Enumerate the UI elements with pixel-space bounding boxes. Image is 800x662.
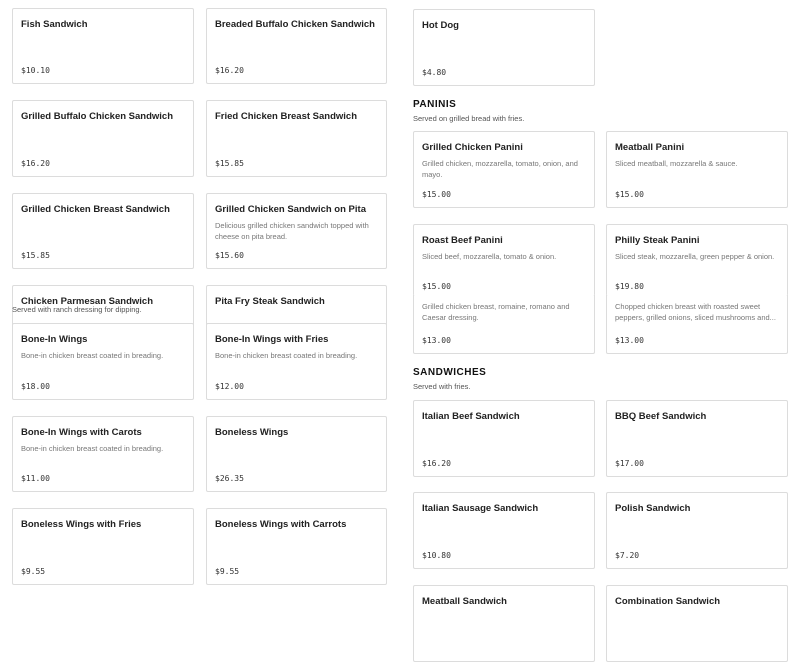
menu-item-card[interactable] <box>206 323 387 400</box>
item-name: Bone-In Wings <box>21 334 88 345</box>
item-price: $16.20 <box>215 66 244 75</box>
menu-item-card[interactable] <box>413 400 595 477</box>
menu-item-card[interactable] <box>12 100 194 177</box>
item-description: Delicious grilled chicken sandwich topped with cheese on pita bread. <box>215 221 369 241</box>
item-price: $15.00 <box>615 190 644 199</box>
section-subtitle-sandwiches: Served with fries. <box>413 382 471 391</box>
item-name: Meatball Sandwich <box>422 596 507 607</box>
item-name: Grilled Chicken Sandwich on Pita <box>215 204 366 215</box>
item-price: $11.00 <box>21 474 50 483</box>
item-price: $10.80 <box>422 551 451 560</box>
item-price: $16.20 <box>21 159 50 168</box>
item-price: $13.00 <box>422 336 451 345</box>
menu-item-card[interactable] <box>12 508 194 585</box>
item-description: Bone-in chicken breast coated in breading. <box>21 444 164 453</box>
item-price: $13.00 <box>615 336 644 345</box>
item-name: Chicken Parmesan Sandwich <box>21 296 153 307</box>
item-price: $7.20 <box>615 551 640 560</box>
item-name: Meatball Panini <box>615 142 685 153</box>
menu-item-card[interactable] <box>12 416 194 492</box>
menu-item-card[interactable] <box>606 400 788 477</box>
menu-item-card[interactable] <box>206 193 387 269</box>
item-name: Boneless Wings with Fries <box>21 519 142 530</box>
item-name: Fish Sandwich <box>21 19 88 30</box>
item-name: Bone-In Wings with Fries <box>215 334 329 345</box>
item-price: $16.20 <box>422 459 451 468</box>
menu-item-card[interactable] <box>206 508 387 585</box>
item-name: Hot Dog <box>422 20 459 31</box>
wings-subtitle: Served with ranch dressing for dipping. <box>12 305 142 314</box>
right-menu-column <box>406 0 800 607</box>
item-name: Combination Sandwich <box>615 596 721 607</box>
item-price: $4.80 <box>422 68 447 77</box>
menu-item-card[interactable] <box>413 131 595 208</box>
menu-item-card[interactable] <box>12 193 194 269</box>
item-description: Bone-in chicken breast coated in breading. <box>215 351 358 360</box>
item-description: Grilled chicken, mozzarella, tomato, onion, and mayo. <box>422 159 578 179</box>
left-menu-column <box>0 0 400 600</box>
item-name: Polish Sandwich <box>615 503 691 514</box>
menu-item-card[interactable] <box>12 8 194 84</box>
item-name: Italian Beef Sandwich <box>422 411 520 422</box>
item-price: $12.00 <box>215 382 244 391</box>
menu-item-card[interactable] <box>606 224 788 300</box>
clipped-row <box>413 585 793 607</box>
item-price: $15.85 <box>21 251 50 260</box>
item-name: Fried Chicken Breast Sandwich <box>215 111 358 122</box>
menu-item-card[interactable] <box>606 294 788 354</box>
item-name: Pita Fry Steak Sandwich <box>215 296 325 307</box>
item-description: Chopped chicken breast with roasted sweet peppers, grilled onions, sliced mushrooms and... <box>615 302 776 322</box>
item-name: Italian Sausage Sandwich <box>422 503 539 514</box>
item-description: Bone-in chicken breast coated in breading. <box>21 351 164 360</box>
item-name: Grilled Chicken Panini <box>422 142 523 153</box>
menu-item-card[interactable] <box>413 9 595 86</box>
item-name: Breaded Buffalo Chicken Sandwich <box>215 19 375 30</box>
menu-item-card[interactable] <box>12 323 194 400</box>
menu-item-card[interactable] <box>606 585 788 662</box>
item-price: $18.00 <box>21 382 50 391</box>
section-title-paninis: PANINIS <box>413 99 457 110</box>
menu-item-card[interactable] <box>413 492 595 569</box>
section-title-sandwiches: SANDWICHES <box>413 367 487 378</box>
item-price: $19.80 <box>615 282 644 291</box>
menu-item-card[interactable] <box>206 100 387 177</box>
menu-item-card[interactable] <box>606 131 788 208</box>
item-name: Roast Beef Panini <box>422 235 503 246</box>
item-name: Bone-In Wings with Carots <box>21 427 142 438</box>
menu-item-card[interactable] <box>206 8 387 84</box>
item-name: Boneless Wings with Carrots <box>215 519 347 530</box>
item-name: Philly Steak Panini <box>615 235 700 246</box>
menu-item-card[interactable] <box>413 224 595 300</box>
menu-item-card[interactable] <box>606 492 788 569</box>
item-description: Sliced beef, mozzarella, tomato & onion. <box>422 252 557 261</box>
item-price: $26.35 <box>215 474 244 483</box>
item-name: Boneless Wings <box>215 427 289 438</box>
item-name: BBQ Beef Sandwich <box>615 411 707 422</box>
item-price: $15.85 <box>215 159 244 168</box>
clipped-row <box>12 285 388 307</box>
item-price: $15.60 <box>215 251 244 260</box>
menu-item-card[interactable] <box>206 416 387 492</box>
item-name: Grilled Buffalo Chicken Sandwich <box>21 111 174 122</box>
item-price: $15.00 <box>422 190 451 199</box>
item-price: $9.55 <box>21 567 46 576</box>
item-price: $9.55 <box>215 567 240 576</box>
menu-item-card[interactable] <box>413 585 595 662</box>
item-price: $15.00 <box>422 282 451 291</box>
section-subtitle-paninis: Served on grilled bread with fries. <box>413 114 525 123</box>
item-price: $10.10 <box>21 66 50 75</box>
item-name: Grilled Chicken Breast Sandwich <box>21 204 170 215</box>
item-price: $17.00 <box>615 459 644 468</box>
menu-item-card[interactable] <box>413 294 595 354</box>
item-description: Sliced steak, mozzarella, green pepper & onion. <box>615 252 775 261</box>
item-description: Sliced meatball, mozzarella & sauce. <box>615 159 738 168</box>
item-description: Grilled chicken breast, romaine, romano and Caesar dressing. <box>422 302 570 322</box>
